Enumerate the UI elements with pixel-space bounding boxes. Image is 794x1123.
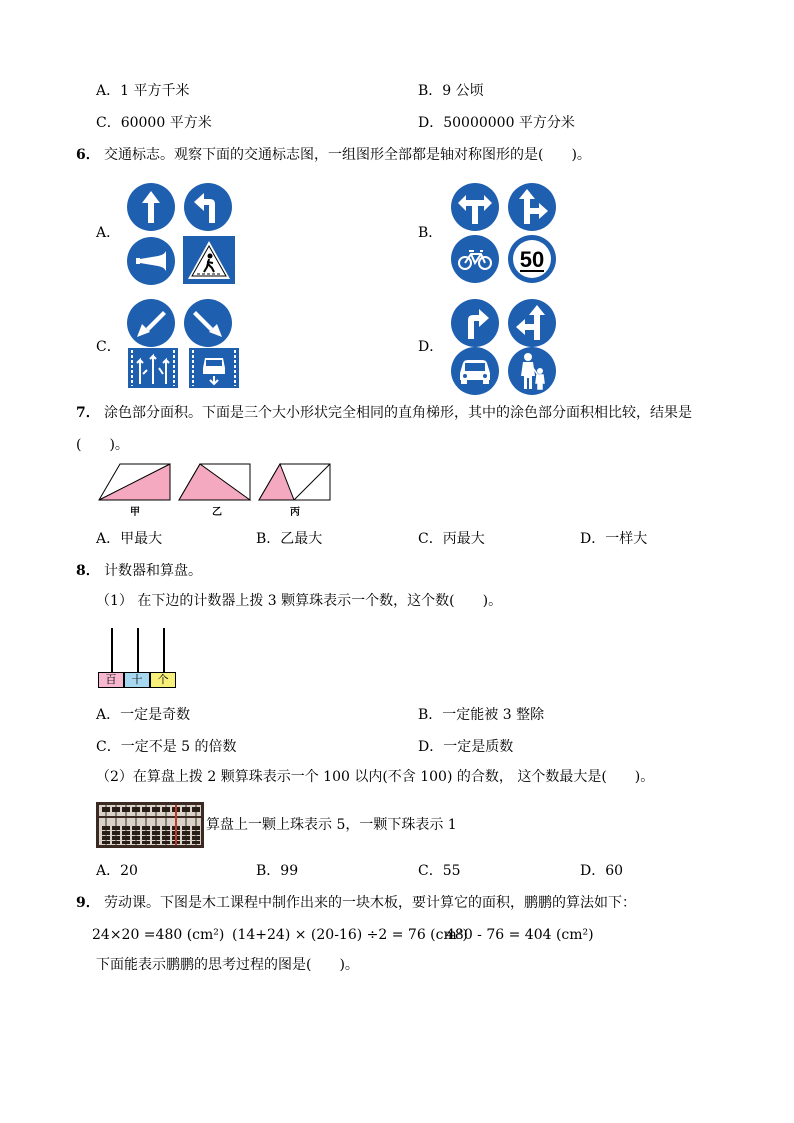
q8-2-option-d[interactable]: D．60 [580, 863, 624, 879]
q8-1-option-c[interactable]: C．一定不是 5 的倍数 [96, 739, 237, 755]
q9-ask: 下面能表示鹏鹏的思考过程的图是( )。 [96, 957, 359, 973]
q8-sub2: （2）在算盘上拨 2 颗算珠表示一个 100 以内(不含 100) 的合数， 这个数最大是( )。 [96, 769, 655, 785]
label-jia: 甲 [130, 507, 140, 518]
pedestrian-crossing-sign-icon [183, 236, 235, 284]
motor-vehicle-sign-icon [450, 346, 500, 396]
down-right-arrow-sign-icon [183, 298, 233, 348]
q9-formula-1: 24×20 =480 (cm²) [92, 927, 225, 943]
right-turn-sign-icon [450, 298, 500, 348]
straight-left-sign-icon [507, 298, 557, 348]
q9-stem: 劳动课。下图是木工课程中制作出来的一块木板，要计算它的面积，鹏鹏的算法如下： [104, 895, 636, 911]
q7-number: 7． [76, 405, 100, 421]
q6-stem: 交通标志。观察下面的交通标志图，一组图形全部都是轴对称图形的是( )。 [104, 147, 591, 163]
q9-formula-3: 480 - 76 = 404 (cm²) [446, 927, 594, 943]
q8-number: 8． [76, 563, 100, 579]
q6-option-d[interactable]: D． [418, 339, 444, 355]
q7-option-c[interactable]: C．丙最大 [418, 531, 485, 547]
q9-formula-2: (14+24) × (20-16) ÷2 = 76 (cm²) [232, 927, 468, 943]
q7-stem: 涂色部分面积。下面是三个大小形状完全相同的直角梯形，其中的涂色部分面积相比较，结果是 [104, 405, 692, 421]
left-turn-sign-icon [183, 182, 233, 232]
q8-1-option-a[interactable]: A．一定是奇数 [96, 707, 191, 723]
q5-option-b[interactable]: B．9 公顷 [418, 83, 484, 99]
q7-option-b[interactable]: B．乙最大 [256, 531, 323, 547]
left-right-turn-sign-icon [450, 182, 500, 232]
speed-limit-number: 50 [519, 247, 545, 272]
vehicle-lane-sign-icon [189, 348, 239, 388]
q9-number: 9． [76, 895, 100, 911]
down-left-arrow-sign-icon [126, 298, 176, 348]
q8-2-option-c[interactable]: C．55 [418, 863, 461, 879]
q5-option-d[interactable]: D．50000000 平方分米 [418, 115, 575, 131]
straight-right-sign-icon [507, 182, 557, 232]
q5-option-a[interactable]: A．1 平方千米 [96, 83, 190, 99]
q5-option-c[interactable]: C．60000 平方米 [96, 115, 212, 131]
bicycle-sign-icon [450, 234, 500, 284]
counter-label-hundreds: 百 [98, 672, 124, 688]
abacus-note: 算盘上一颗上珠表示 5，一颗下珠表示 1 [206, 817, 457, 833]
q6-number: 6． [76, 147, 100, 163]
q7-stem-blank: ( )。 [76, 437, 129, 453]
trapezoid-bing-figure [258, 462, 332, 502]
q8-2-option-a[interactable]: A．20 [96, 863, 138, 879]
label-yi: 乙 [212, 507, 222, 518]
straight-arrow-sign-icon [126, 182, 176, 232]
trapezoid-jia-figure [98, 462, 172, 502]
horn-sign-icon [126, 236, 176, 286]
q8-1-option-b[interactable]: B．一定能被 3 整除 [418, 707, 545, 723]
counter-label-tens: 十 [124, 672, 150, 688]
abacus-figure [96, 802, 204, 848]
counter-figure [98, 626, 178, 690]
speed-limit-50-sign-icon [507, 234, 557, 284]
label-bing: 丙 [290, 507, 300, 518]
q8-1-option-d[interactable]: D．一定是质数 [418, 739, 514, 755]
q6-option-b[interactable]: B． [418, 225, 443, 241]
trapezoid-yi-figure [178, 462, 252, 502]
q8-2-option-b[interactable]: B．99 [256, 863, 299, 879]
pedestrian-walkway-sign-icon [507, 346, 557, 396]
q6-option-c[interactable]: C． [96, 339, 121, 355]
lane-direction-sign-icon [128, 348, 178, 388]
q8-sub1: （1） 在下边的计数器上拨 3 颗算珠表示一个数，这个数( )。 [96, 593, 503, 609]
q7-option-a[interactable]: A．甲最大 [96, 531, 163, 547]
counter-label-ones: 个 [150, 672, 176, 688]
q7-option-d[interactable]: D．一样大 [580, 531, 648, 547]
q6-option-a[interactable]: A． [96, 225, 121, 241]
q8-stem: 计数器和算盘。 [104, 563, 202, 579]
